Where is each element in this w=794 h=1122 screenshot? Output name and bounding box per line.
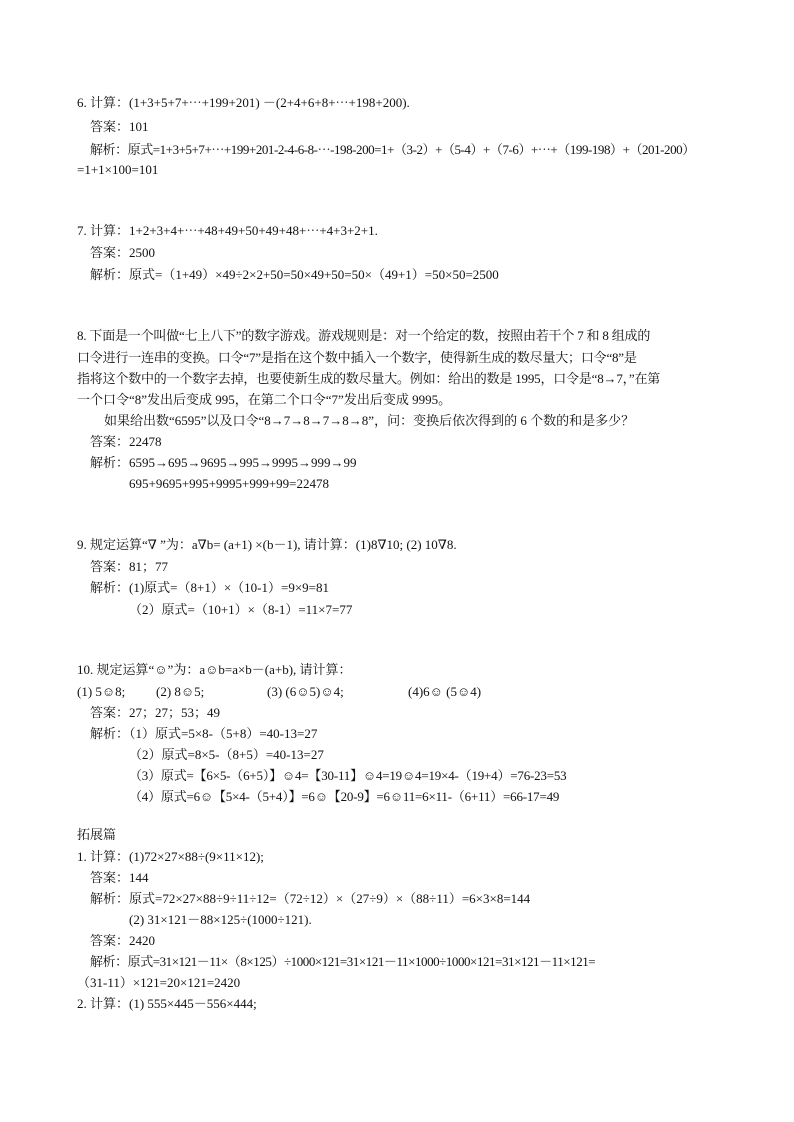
q9-analysis-line-1: 解析：(1)原式=（8+1）×（10-1）=9×9=81: [90, 580, 329, 595]
q6-analysis-line-2: =1+1×100=101: [77, 162, 159, 177]
ext-problem-2-question: 2. 计算：(1) 555×445－556×444;: [77, 996, 257, 1011]
ext-problem-1-subquestion-2: (2) 31×121－88×125÷(1000÷121).: [129, 912, 312, 927]
q8-paragraph-line-5: 如果给出数“6595”以及口令“8→7→8→7→8→8”，问：变换后依次得到的 6 个数的和是多少？: [104, 413, 635, 428]
q10-part-1: (1) 5☺8;: [77, 684, 126, 699]
q9-analysis-line-2: （2）原式=（10+1）×（8-1）=11×7=77: [129, 602, 353, 617]
q8-paragraph-line-2: 口令进行一连串的变换。口令“7”是指在这个数中插入一个数字，使得新生成的数尽量大；口令“8”是: [77, 350, 637, 365]
q7-question: 7. 计算：1+2+3+4+⋯+48+49+50+49+48+⋯+4+3+2+1.: [77, 223, 378, 238]
q10-analysis-line-2: （2）原式=8×5-（8+5）=40-13=27: [129, 747, 324, 762]
q8-paragraph-line-3: 指将这个数中的一个数字去掉，也要使新生成的数尽量大。例如：给出的数是 1995，口令是“8→7，”在第: [77, 371, 661, 386]
ext-problem-1-question: 1. 计算：(1)72×27×88÷(9×11×12);: [77, 849, 264, 864]
q8-answer: 答案：22478: [90, 434, 162, 449]
q9-question: 9. 规定运算“∇ ”为：a∇b= (a+1) ×(b－1), 请计算：(1)8∇10; (2) 10∇8.: [77, 537, 457, 552]
q6-answer: 答案：101: [90, 119, 149, 134]
ext-problem-1-analysis-1: 解析：原式=72×27×88÷9÷11÷12=（72÷12）×（27÷9）×（88÷11）=6×3×8=144: [90, 891, 531, 906]
q8-analysis-line-1: 解析：6595→695→9695→995→9995→999→99: [90, 455, 357, 470]
ext-problem-1-answer-1: 答案：144: [90, 870, 149, 885]
q9-answer: 答案：81；77: [90, 559, 169, 574]
q8-paragraph-line-4: 一个口令“8”发出后变成 995，在第二个口令“7”发出后变成 9995。: [77, 392, 452, 407]
q10-part-2: (2) 8☺5;: [156, 684, 205, 699]
q10-part-3: (3) (6☺5)☺4;: [267, 684, 344, 699]
q10-analysis-line-1: 解析：（1）原式=5×8-（5+8）=40-13=27: [90, 726, 318, 741]
q8-paragraph-line-1: 8. 下面是一个叫做“七上八下”的数字游戏。游戏规则是：对一个给定的数，按照由若干个 7 和 8 组成的: [77, 328, 651, 343]
extension-heading: 拓展篇: [77, 827, 117, 842]
q10-answer: 答案：27；27；53；49: [90, 705, 221, 720]
q6-question: 6. 计算：(1+3+5+7+⋯+199+201) －(2+4+6+8+⋯+198+200).: [77, 95, 410, 110]
q7-answer: 答案：2500: [90, 245, 156, 260]
q10-analysis-line-3: （3）原式=【6×5-（6+5）】☺4=【30-11】☺4=19☺4=19×4-（19+4）=76-23=53: [129, 768, 567, 783]
ext-problem-1-analysis-2-line-2: （31-11）×121=20×121=2420: [77, 975, 241, 990]
ext-problem-1-answer-2: 答案：2420: [90, 933, 156, 948]
q8-analysis-line-2: 695+9695+995+9995+999+99=22478: [129, 476, 329, 491]
q10-part-4: (4)6☺ (5☺4): [408, 684, 482, 699]
q10-analysis-line-4: （4）原式=6☺【5×4-（5+4）】=6☺【20-9】=6☺11=6×11-（6+11）=66-17=49: [129, 789, 560, 804]
q7-analysis: 解析：原式=（1+49）×49÷2×2+50=50×49+50=50×（49+1）=50×50=2500: [90, 267, 499, 282]
q10-question: 10. 规定运算“☺”为：a☺b=a×b－(a+b), 请计算：: [77, 662, 352, 677]
ext-problem-1-analysis-2-line-1: 解析：原式=31×121－11×（8×125）÷1000×121=31×121－11×1000÷1000×121=31×121－11×121=: [90, 954, 596, 969]
q6-analysis-line-1: 解析：原式=1+3+5+7+⋯+199+201-2-4-6-8-⋯-198-200=1+（3-2）+（5-4）+（7-6）+⋯+（199-198）+（201-200）: [90, 142, 695, 157]
